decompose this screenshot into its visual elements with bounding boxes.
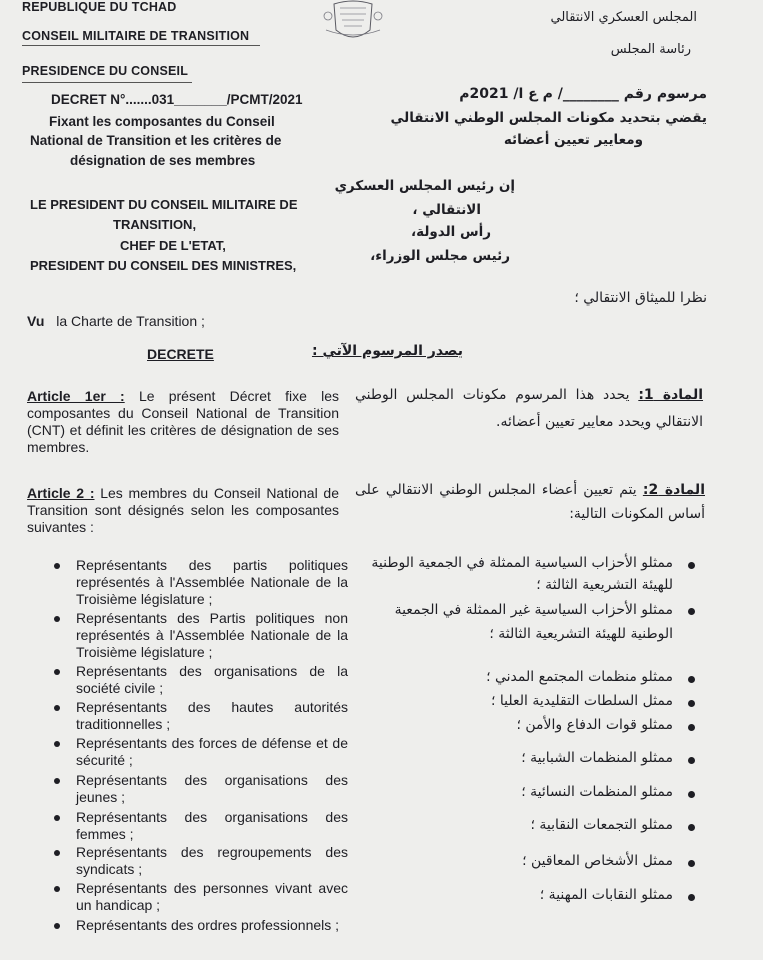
bullet-icon	[54, 923, 60, 929]
article-1-ar	[355, 382, 703, 436]
decree-title-fr-line1: Fixant les composantes du Conseil	[49, 114, 275, 129]
bullet-icon	[688, 608, 695, 615]
list-item-text: Représentants des personnes vivant avec un handicap ;	[76, 880, 348, 913]
council-heading-ar: المجلس العسكري الانتقالي	[550, 10, 697, 25]
bullet-icon	[688, 562, 695, 569]
article-2-fr	[27, 485, 339, 536]
decree-number-ar: مرسوم رقم ________/ م ع ا/ 2021م	[459, 86, 707, 102]
bullet-icon	[688, 860, 695, 867]
list-item	[357, 690, 697, 714]
bullet-icon	[688, 824, 695, 831]
list-item-text: ممثل الأشخاص المعاقين ؛	[522, 853, 673, 869]
list-item	[52, 917, 348, 951]
bullet-icon	[54, 705, 60, 711]
list-item-text: Représentants des partis politiques représentés à l'Assemblée Nationale de la Troisième législature ;	[76, 557, 348, 607]
decrete-heading-fr: DECRETE	[147, 346, 214, 362]
bullet-icon	[688, 757, 695, 764]
president-fr-line4: PRESIDENT DU CONSEIL DES MINISTRES,	[30, 258, 297, 273]
president-fr-line3: CHEF DE L'ETAT,	[120, 238, 226, 253]
visa-fr-label: Vu	[27, 313, 45, 329]
bullet-icon	[54, 669, 60, 675]
list-item	[52, 735, 348, 771]
visa-fr-text: la Charte de Transition ;	[56, 313, 205, 329]
list-item-text: ممثلو التجمعات النقابية ؛	[530, 817, 673, 833]
list-item-text: Représentants des ordres professionnels ;	[76, 917, 340, 933]
list-item-text: Représentants des organisations des femmes ;	[76, 809, 348, 842]
list-item-text: ممثلو النقابات المهنية ؛	[539, 887, 673, 903]
list-item-text: Représentants des forces de défense et de sécurité ;	[76, 735, 348, 768]
list-item-text: ممثلو المنظمات الشبابية ؛	[521, 750, 673, 766]
visa-ar	[574, 290, 707, 306]
presidency-heading-ar: رئاسة المجلس	[610, 42, 691, 57]
article-2-ar-text: يتم تعيين أعضاء المجلس الوطني الانتقالي على أساس المكونات التالية:	[355, 482, 705, 522]
list-item	[52, 880, 348, 916]
decree-number-fr: DECRET N°.......031_______/PCMT/2021	[51, 92, 303, 107]
list-item-text: Représentants des organisations des jeunes ;	[76, 772, 348, 805]
council-heading-fr: CONSEIL MILITAIRE DE TRANSITION	[22, 29, 250, 43]
decree-title-fr-line3: désignation de ses membres	[70, 153, 256, 168]
decree-title-ar-line1: يقضي بتحديد مكونات المجلس الوطني الانتقالي	[390, 110, 707, 126]
list-item	[357, 747, 697, 781]
bullet-icon	[688, 700, 695, 707]
article-2-fr-text: Les membres du Conseil National de Transition sont désignés selon les composantes suivantes :	[27, 485, 339, 535]
decree-title-fr-line2: National de Transition et les critères de	[30, 133, 282, 148]
decrete-heading-ar: يصدر المرسوم الآتي :	[311, 343, 463, 359]
article-1-fr-label: Article 1er :	[27, 388, 125, 404]
bullet-icon	[688, 791, 695, 798]
president-ar-line3: رأس الدولة،	[411, 224, 491, 240]
list-item	[52, 610, 348, 662]
list-item	[357, 552, 697, 598]
list-item	[357, 714, 697, 747]
article-1-ar-label: المادة 1:	[638, 387, 704, 403]
list-item-text: Représentants des hautes autorités traditionnelles ;	[76, 699, 348, 732]
president-ar-line2: الانتقالي ،	[412, 202, 481, 218]
list-item	[357, 814, 697, 850]
bullet-icon	[54, 815, 60, 821]
list-item-text: ممثلو المنظمات النسائية ؛	[521, 784, 673, 800]
list-item	[52, 557, 348, 609]
article-1-fr-text: Le présent Décret fixe les composantes du Conseil National de Transition (CNT) et définit les critères de désignation de ses membres.	[27, 388, 340, 455]
components-list-ar	[357, 552, 697, 914]
article-1-fr	[27, 388, 339, 456]
list-item-text: ممثلو الأحزاب السياسية غير الممثلة في الجمعية الوطنية للهيئة التشريعية الثالثة ؛	[394, 602, 673, 642]
article-2-ar-label: المادة 2:	[642, 482, 705, 498]
bullet-icon	[688, 724, 695, 731]
list-item	[357, 884, 697, 914]
bullet-icon	[54, 850, 60, 856]
coat-of-arms-emblem	[316, 0, 390, 44]
list-item-text: ممثلو قوات الدفاع والأمن ؛	[516, 717, 673, 733]
list-item-text: Représentants des Partis politiques non représentés à l'Assemblée Nationale de la Troisième législature ;	[76, 610, 348, 660]
bullet-icon	[688, 894, 695, 901]
list-item	[357, 666, 697, 690]
republic-heading: REPUBLIQUE DU TCHAD	[22, 0, 177, 14]
list-item-text: ممثل السلطات التقليدية العليا ؛	[491, 693, 673, 709]
list-item	[52, 809, 348, 843]
article-2-fr-label: Article 2 :	[27, 485, 95, 501]
list-item	[52, 663, 348, 698]
list-item	[52, 699, 348, 734]
list-item	[52, 772, 348, 808]
components-list-fr	[52, 557, 348, 952]
president-fr-line2: TRANSITION,	[113, 217, 197, 232]
article-1-ar-text: يحدد هذا المرسوم مكونات المجلس الوطني الانتقالي ويحدد معايير تعيين أعضائه.	[355, 387, 703, 430]
bullet-icon	[54, 886, 60, 892]
list-item-text: Représentants des regroupements des syndicats ;	[76, 844, 348, 877]
list-item	[357, 598, 697, 666]
presidency-heading-fr: PRESIDENCE DU CONSEIL	[22, 64, 189, 78]
bullet-icon	[54, 616, 60, 622]
list-item-text: ممثلو الأحزاب السياسية الممثلة في الجمعية الوطنية للهيئة التشريعية الثالثة ؛	[371, 555, 673, 593]
bullet-icon	[54, 741, 60, 747]
article-2-ar	[355, 478, 705, 526]
president-ar-line1: إن رئيس المجلس العسكري	[334, 178, 515, 194]
list-item-text: ممثلو منظمات المجتمع المدني ؛	[486, 669, 673, 685]
visa-fr	[27, 313, 205, 329]
header-divider	[22, 45, 260, 46]
list-item	[357, 781, 697, 814]
bullet-icon	[54, 778, 60, 784]
bullet-icon	[54, 563, 60, 569]
bullet-icon	[688, 676, 695, 683]
president-ar-line4: رئيس مجلس الوزراء،	[370, 248, 510, 264]
list-item-text: Représentants des organisations de la société civile ;	[76, 663, 348, 696]
header-divider	[22, 82, 192, 83]
decree-title-ar-line2: ومعايير تعيين أعضائه	[503, 132, 643, 148]
visa-ar-text: نظرا للميثاق الانتقالي ؛	[574, 290, 707, 306]
list-item	[52, 844, 348, 879]
president-fr-line1: LE PRESIDENT DU CONSEIL MILITAIRE DE	[30, 197, 298, 212]
list-item	[357, 850, 697, 884]
